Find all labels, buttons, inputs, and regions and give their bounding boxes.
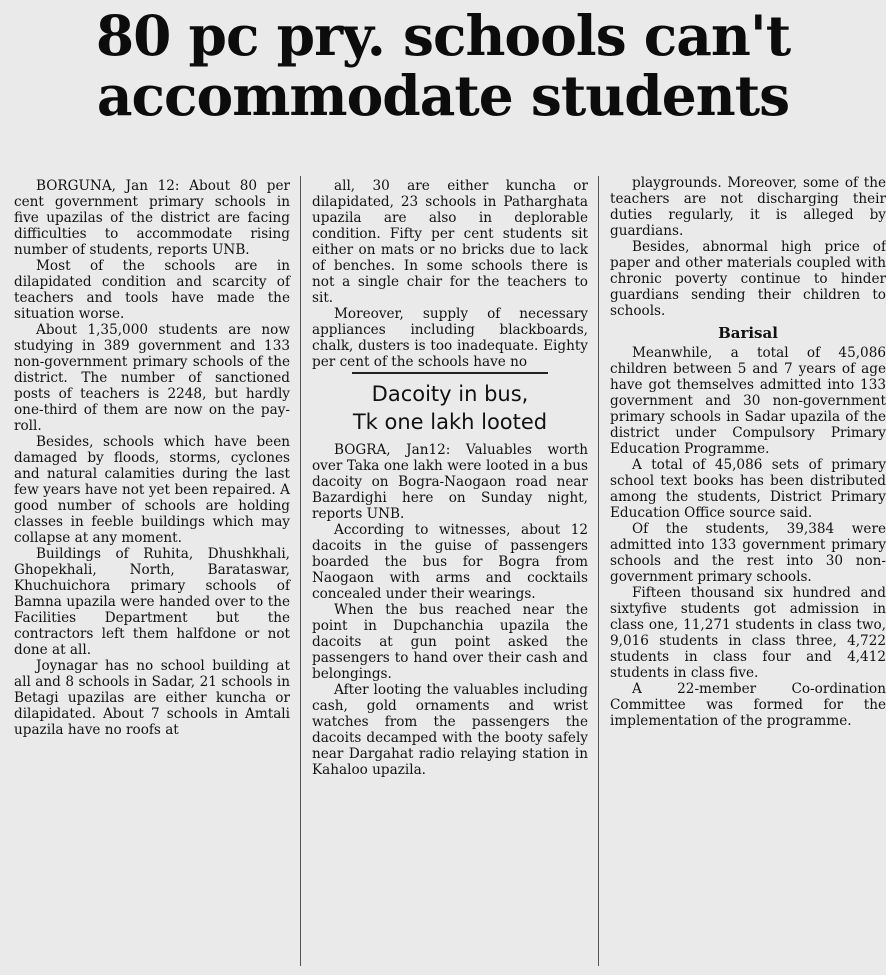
column-3 bbox=[610, 175, 886, 729]
paragraph: Buildings of Ruhita, Dhushkhali, Ghopekhali, North, Barataswar, Khuchuichora primary schools of Bamna upazila were handed over to the Facilities Department but the contractors left them halfdone or not done at all. bbox=[14, 546, 290, 658]
column-2 bbox=[312, 178, 588, 778]
column-1 bbox=[14, 178, 290, 738]
paragraph: Fifteen thousand six hundred and sixtyfive students got admission in class one, 11,271 students in class two, 9,016 students in class three, 4,722 students in class four and 4,412 students in class five. bbox=[610, 585, 886, 681]
paragraph: all, 30 are either kuncha or dilapidated, 23 schools in Patharghata upazila are also in deplorable condition. Fifty per cent students sit either on mats or no bricks due to lack of benches. In some schools there is not a single chair for the teachers to sit. bbox=[312, 178, 588, 306]
paragraph: BOGRA, Jan12: Valuables worth over Taka one lakh were looted in a bus dacoity on Bogra-Naogaon road near Bazardighi here on Sunday night, reports UNB. bbox=[312, 442, 588, 522]
column-rule-2 bbox=[598, 176, 599, 966]
paragraph: According to witnesses, about 12 dacoits in the guise of passengers boarded the bus for Bogra from Naogaon with arms and cocktails concealed under their wearings. bbox=[312, 522, 588, 602]
paragraph: Most of the schools are in dilapidated condition and scarcity of teachers and tools have made the situation worse. bbox=[14, 258, 290, 322]
paragraph: After looting the valuables including cash, gold ornaments and wrist watches from the passengers the dacoits decamped with the booty safely near Dargahat radio relaying station in Kahaloo upazila. bbox=[312, 682, 588, 778]
subhead bbox=[312, 380, 588, 436]
paragraph: BORGUNA, Jan 12: About 80 per cent government primary schools in five upazilas of the district are facing difficulties to accommodate rising number of students, reports UNB. bbox=[14, 178, 290, 258]
paragraph: Besides, abnormal high price of paper and other materials coupled with chronic poverty continue to hinder guardians sending their children to schools. bbox=[610, 239, 886, 319]
paragraph: A total of 45,086 sets of primary school text books has been distributed among the students, District Primary Education Office source said. bbox=[610, 457, 886, 521]
subhead-line-2: Tk one lakh looted bbox=[352, 410, 548, 434]
paragraph: Moreover, supply of necessary appliances including blackboards, chalk, dusters is too inadequate. Eighty per cent of the schools have no bbox=[312, 306, 588, 370]
headline-line-1: 80 pc pry. schools can't bbox=[95, 3, 791, 68]
paragraph: Besides, schools which have been damaged by floods, storms, cyclones and natural calamities during the last few years have not yet been repaired. A good number of schools are holding classes in feeble buildings which may collapse at any moment. bbox=[14, 434, 290, 546]
section-heading: Barisal bbox=[718, 324, 778, 342]
paragraph: When the bus reached near the point in Dupchanchia upazila the dacoits at gun point asked the passengers to hand over their cash and belongings. bbox=[312, 602, 588, 682]
paragraph: Meanwhile, a total of 45,086 children between 5 and 7 years of age have got themselves admitted into 133 government and 30 non-government primary schools in Sadar upazila of the district under Compulsory Primary Education Programme. bbox=[610, 345, 886, 457]
paragraph: About 1,35,000 students are now studying in 389 government and 133 non-government primary schools of the district. The number of sanctioned posts of teachers is 2248, but hardly one-third of them are now on the pay-roll. bbox=[14, 322, 290, 434]
subhead-line-1: Dacoity in bus, bbox=[371, 382, 529, 406]
subhead-divider bbox=[352, 372, 548, 374]
headline bbox=[0, 3, 886, 128]
paragraph: playgrounds. Moreover, some of the teachers are not discharging their duties regularly, it is alleged by guardians. bbox=[610, 175, 886, 239]
headline-line-2: accommodate students bbox=[96, 63, 790, 128]
paragraph: Of the students, 39,384 were admitted into 133 government primary schools and the rest into 30 non-government primary schools. bbox=[610, 521, 886, 585]
column-rule-1 bbox=[300, 176, 301, 966]
paragraph: A 22-member Co-ordination Committee was formed for the implementation of the programme. bbox=[610, 681, 886, 729]
paragraph: Joynagar has no school building at all and 8 schools in Sadar, 21 schools in Betagi upazilas are either kuncha or dilapidated. About 7 schools in Amtali upazila have no roofs at bbox=[14, 658, 290, 738]
